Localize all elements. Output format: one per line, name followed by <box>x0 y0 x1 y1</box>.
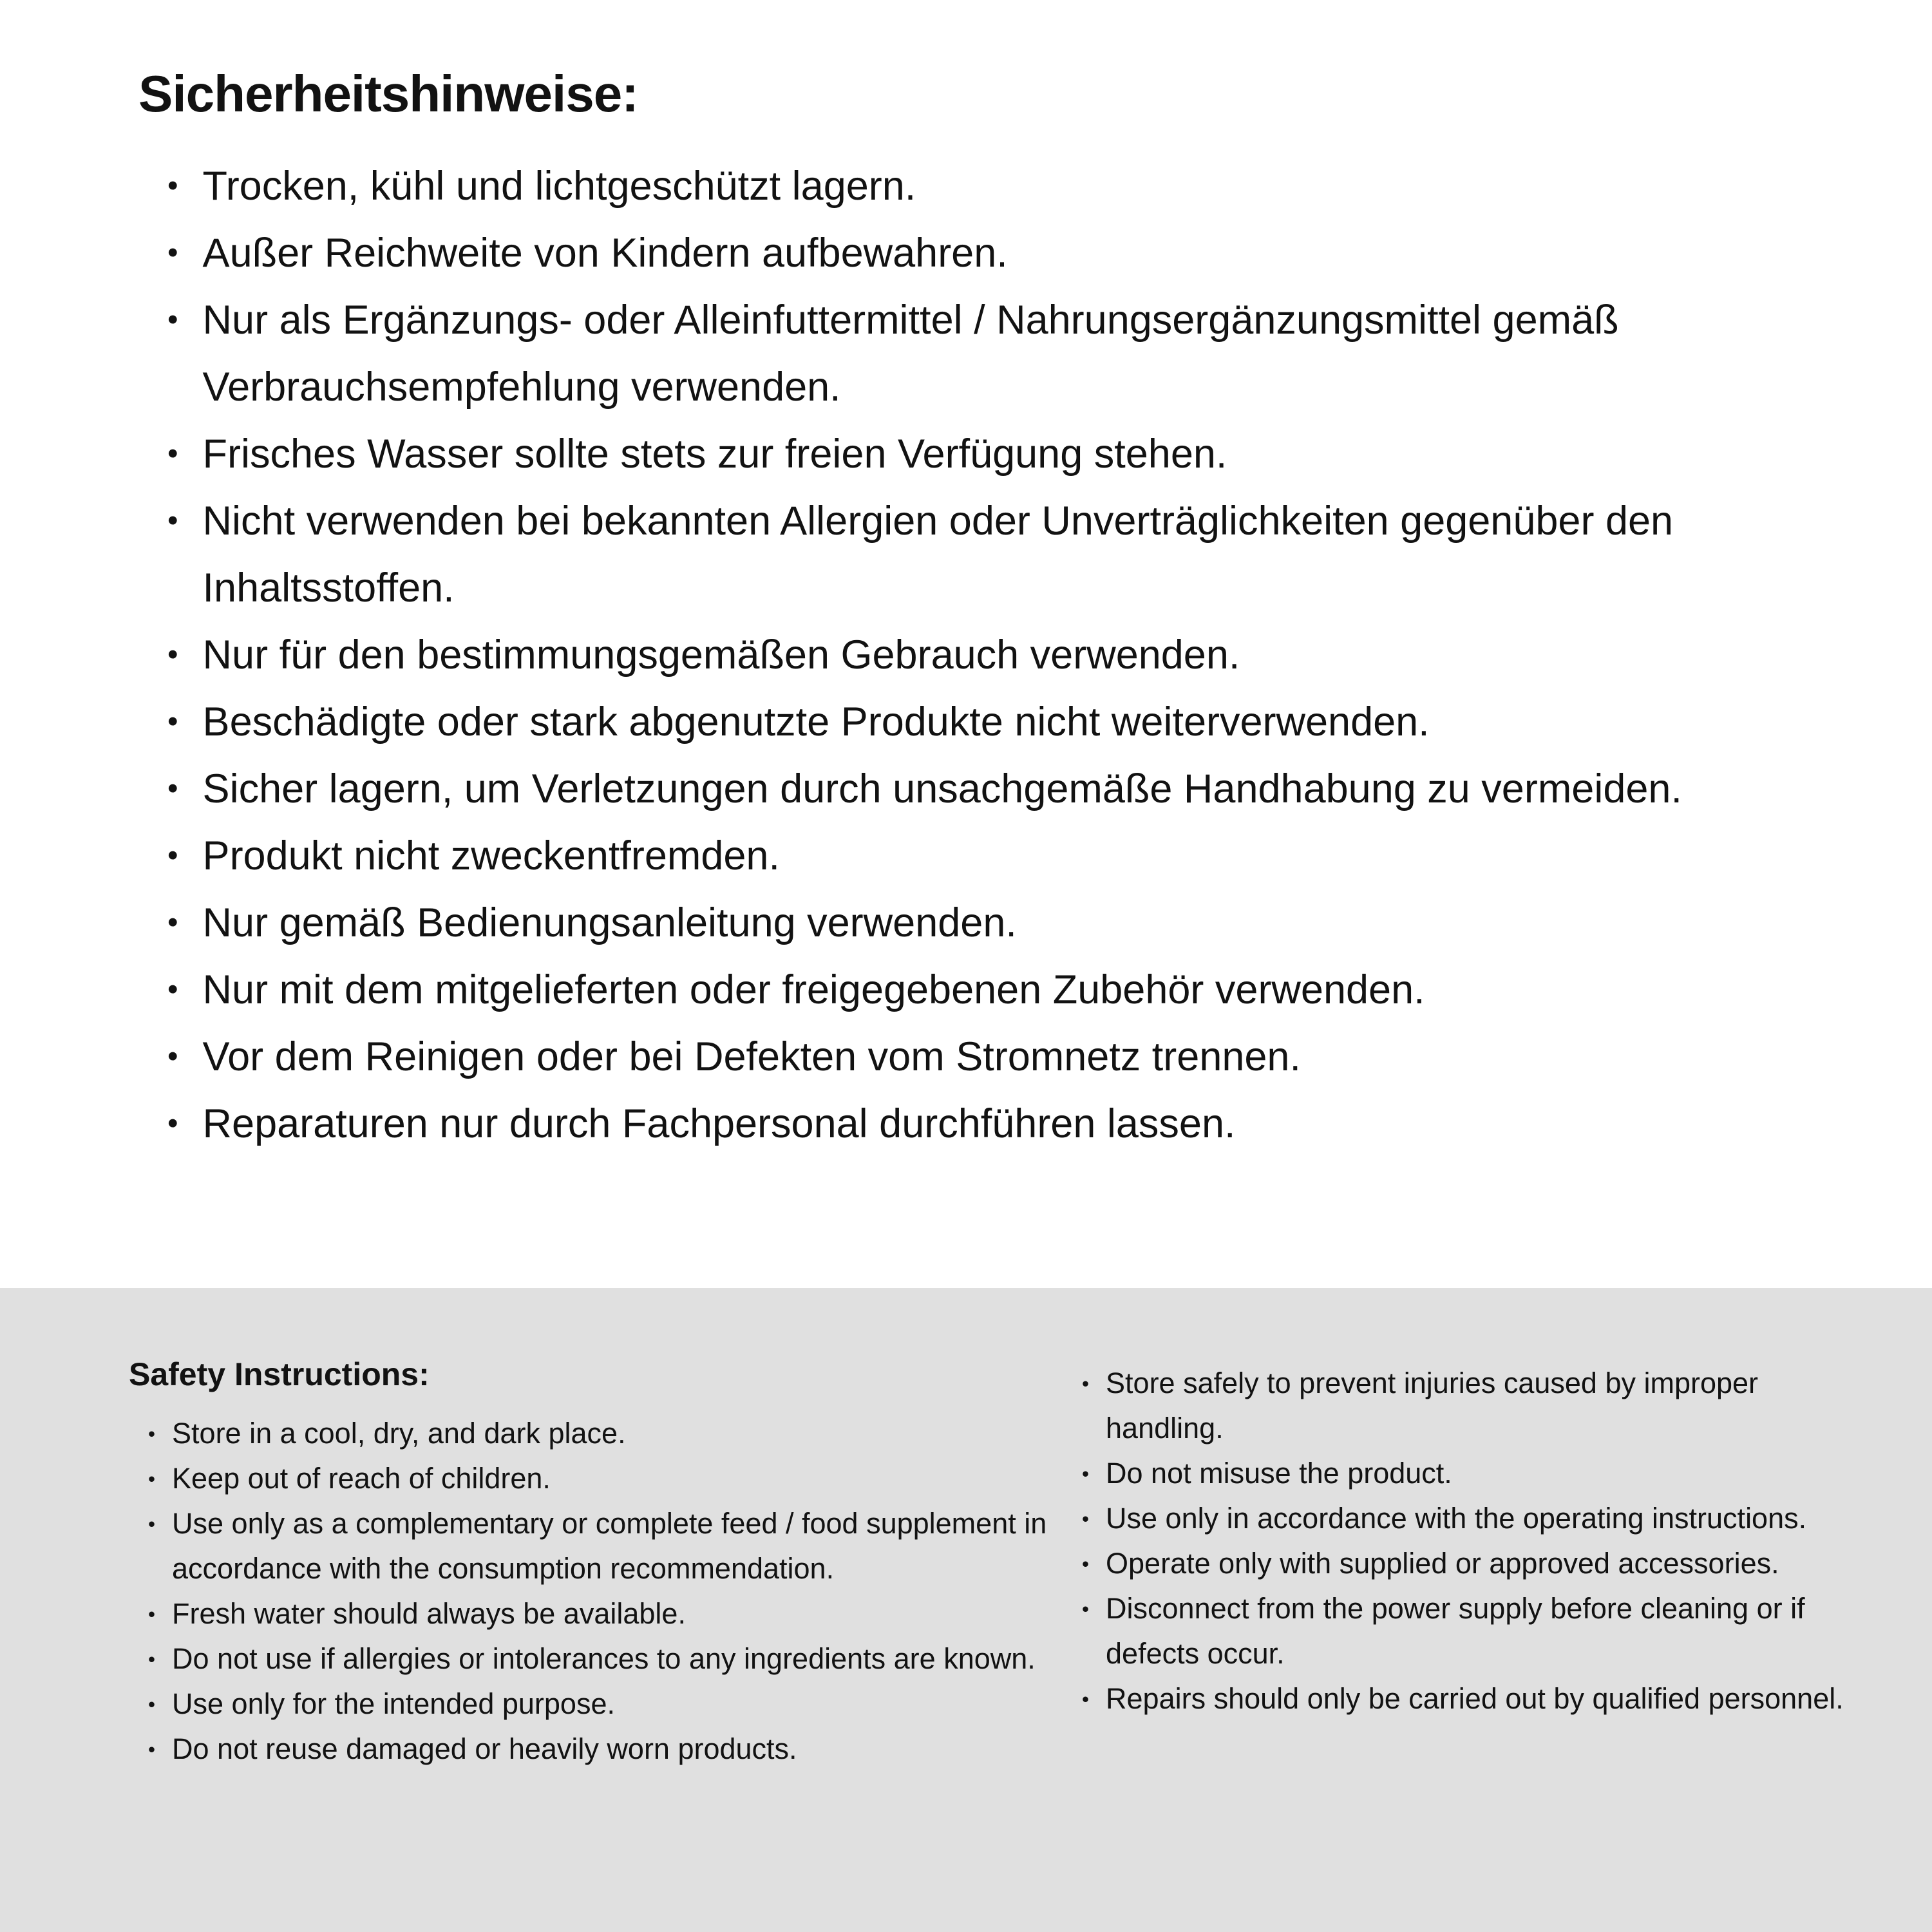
bullet-dot: • <box>1082 1597 1090 1620</box>
list-item <box>1082 1451 1868 1496</box>
bullet-dot: • <box>167 838 178 873</box>
list-item <box>148 1681 1069 1727</box>
bullet-dot: • <box>1082 1372 1090 1395</box>
bullet-dot: • <box>1082 1552 1090 1575</box>
list-item <box>148 1727 1069 1772</box>
bullet-dot: • <box>167 236 178 270</box>
list-item <box>148 1591 1069 1636</box>
bullet-dot: • <box>1082 1687 1090 1710</box>
list-item <box>148 1411 1069 1456</box>
bullet-dot: • <box>167 504 178 538</box>
list-item-text: Vor dem Reinigen oder bei Defekten vom Stromnetz trennen. <box>202 1034 1301 1079</box>
list-item-text: Sicher lagern, um Verletzungen durch unsachgemäße Handhabung zu vermeiden. <box>202 766 1682 811</box>
list-item <box>167 220 1816 287</box>
list-item <box>167 621 1816 688</box>
list-item-text: Nur als Ergänzungs- oder Alleinfuttermittel / Nahrungsergänzungsmittel gemäß Verbrauchsempfehlung verwenden. <box>202 298 1619 410</box>
list-item <box>167 956 1816 1023</box>
bullet-dot: • <box>148 1602 156 1625</box>
english-right-column <box>1082 1356 1868 1721</box>
list-item-text: Fresh water should always be available. <box>172 1597 686 1630</box>
bullet-dot: • <box>148 1422 156 1445</box>
list-item <box>1082 1496 1868 1541</box>
bullet-dot: • <box>148 1647 156 1671</box>
bullet-dot: • <box>1082 1462 1090 1485</box>
list-item-text: Use only as a complementary or complete feed / food supplement in accordance with the consumption recommendation. <box>172 1507 1047 1585</box>
list-item-text: Trocken, kühl und lichtgeschützt lagern. <box>202 164 916 209</box>
bullet-dot: • <box>167 705 178 739</box>
list-item-text: Disconnect from the power supply before cleaning or if defects occur. <box>1106 1592 1805 1670</box>
bullet-dot: • <box>1082 1507 1090 1530</box>
bullet-dot: • <box>167 1039 178 1074</box>
list-item <box>167 1023 1816 1090</box>
list-item <box>148 1456 1069 1501</box>
bullet-dot: • <box>167 638 178 672</box>
bullet-dot: • <box>167 772 178 806</box>
list-item <box>167 688 1816 755</box>
bullet-dot: • <box>148 1692 156 1716</box>
list-item-text: Do not use if allergies or intolerances to any ingredients are known. <box>172 1642 1036 1675</box>
list-item-text: Do not reuse damaged or heavily worn products. <box>172 1732 797 1765</box>
list-item <box>1082 1361 1868 1451</box>
list-item-text: Store in a cool, dry, and dark place. <box>172 1417 626 1450</box>
list-item <box>167 421 1816 488</box>
bullet-dot: • <box>148 1512 156 1535</box>
list-item <box>148 1501 1069 1591</box>
list-item-text: Keep out of reach of children. <box>172 1462 551 1495</box>
list-item-text: Repairs should only be carried out by qualified personnel. <box>1106 1682 1844 1715</box>
english-section-heading: Safety Instructions: <box>129 1356 430 1392</box>
list-item <box>148 1636 1069 1681</box>
bullet-dot: • <box>167 169 178 203</box>
list-item <box>167 287 1816 421</box>
list-item-text: Reparaturen nur durch Fachpersonal durchführen lassen. <box>202 1101 1236 1146</box>
bullet-dot: • <box>167 303 178 337</box>
list-item <box>1082 1541 1868 1586</box>
list-item-text: Nur mit dem mitgelieferten oder freigegebenen Zubehör verwenden. <box>202 967 1425 1012</box>
bullet-dot: • <box>167 437 178 471</box>
bullet-dot: • <box>148 1738 156 1761</box>
list-item <box>1082 1586 1868 1676</box>
english-safety-list-left <box>148 1411 1069 1772</box>
list-item-text: Nicht verwenden bei bekannten Allergien oder Unverträglichkeiten gegenüber den Inhaltsstoffen. <box>202 498 1674 611</box>
list-item-text: Beschädigte oder stark abgenutzte Produkte nicht weiterverwenden. <box>202 699 1430 744</box>
list-item <box>167 488 1816 621</box>
german-safety-list <box>167 153 1816 1157</box>
list-item-text: Store safely to prevent injuries caused by improper handling. <box>1106 1367 1759 1444</box>
list-item-text: Use only for the intended purpose. <box>172 1687 615 1720</box>
english-safety-list-right <box>1082 1361 1868 1721</box>
list-item-text: Use only in accordance with the operating instructions. <box>1106 1502 1807 1535</box>
list-item-text: Operate only with supplied or approved accessories. <box>1106 1547 1779 1580</box>
list-item-text: Do not misuse the product. <box>1106 1457 1452 1490</box>
list-item <box>167 822 1816 889</box>
list-item-text: Nur für den bestimmungsgemäßen Gebrauch verwenden. <box>202 632 1240 677</box>
list-item <box>167 755 1816 822</box>
list-item-text: Produkt nicht zweckentfremden. <box>202 833 780 878</box>
list-item <box>167 889 1816 956</box>
english-left-column <box>129 1356 1069 1772</box>
list-item-text: Frisches Wasser sollte stets zur freien Verfügung stehen. <box>202 431 1227 477</box>
bullet-dot: • <box>167 1106 178 1141</box>
english-safety-section <box>0 1288 1932 1932</box>
bullet-dot: • <box>148 1467 156 1490</box>
list-item <box>167 153 1816 220</box>
list-item <box>1082 1676 1868 1721</box>
list-item <box>167 1090 1816 1157</box>
german-section-heading: Sicherheitshinweise: <box>138 65 638 122</box>
bullet-dot: • <box>167 905 178 940</box>
list-item-text: Nur gemäß Bedienungsanleitung verwenden. <box>202 900 1017 945</box>
bullet-dot: • <box>167 972 178 1007</box>
list-item-text: Außer Reichweite von Kindern aufbewahren. <box>202 231 1008 276</box>
